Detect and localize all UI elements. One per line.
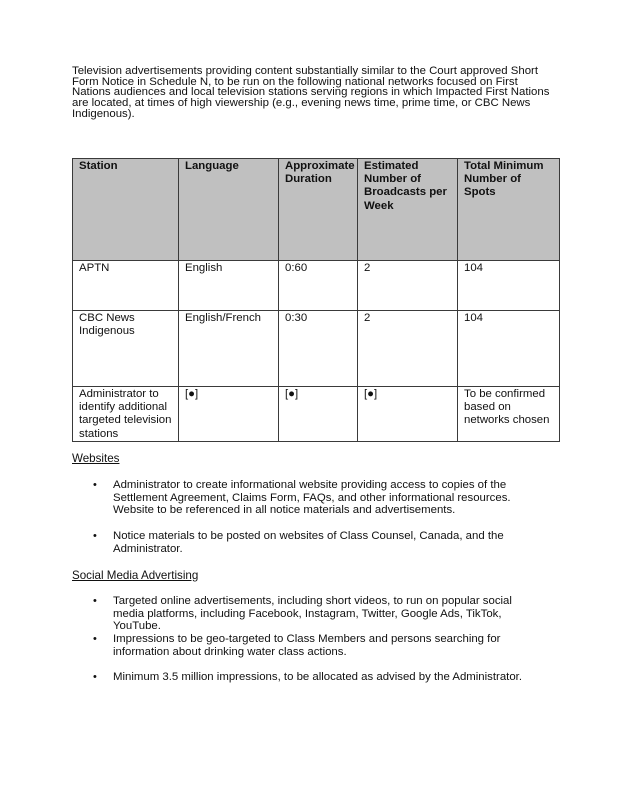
cell-duration: [●] — [279, 387, 358, 442]
bullet-icon: • — [93, 530, 97, 542]
list-item-text: Notice materials to be posted on websites of Class Counsel, Canada, and the Administrator. — [113, 530, 504, 555]
social-media-heading: Social Media Advertising — [72, 569, 199, 582]
cell-spots: 104 — [458, 261, 560, 311]
cell-language: English — [179, 261, 279, 311]
header-broadcasts-per-week: Estimated Number of Broadcasts per Week — [358, 159, 458, 261]
cell-language: [●] — [179, 387, 279, 442]
cell-spots: 104 — [458, 311, 560, 387]
bullet-icon: • — [93, 671, 97, 683]
websites-heading: Websites — [72, 452, 120, 465]
cell-language: English/French — [179, 311, 279, 387]
broadcast-table — [72, 158, 560, 442]
cell-station: APTN — [73, 261, 179, 311]
cell-duration: 0:60 — [279, 261, 358, 311]
header-duration: Approximate Duration — [279, 159, 358, 261]
list-item-text: Targeted online advertisements, including short videos, to run on popular social media platforms, including Facebook, Instagram, Twitter, Google Ads, TikTok, YouTube. — [113, 595, 512, 633]
header-station: Station — [73, 159, 179, 261]
table-row — [73, 261, 560, 311]
list-item — [93, 671, 533, 684]
list-item-text: Impressions to be geo-targeted to Class Members and persons searching for information about drinking water class actions. — [113, 633, 501, 658]
cell-broadcasts: 2 — [358, 311, 458, 387]
list-item — [93, 633, 533, 658]
cell-duration: 0:30 — [279, 311, 358, 387]
list-item — [93, 530, 533, 555]
table-row — [73, 311, 560, 387]
cell-station: Administrator to identify additional targeted television stations — [73, 387, 179, 442]
list-item-text: Minimum 3.5 million impressions, to be allocated as advised by the Administrator. — [113, 671, 522, 683]
cell-broadcasts: [●] — [358, 387, 458, 442]
list-item — [93, 479, 533, 517]
list-item-text: Administrator to create informational website providing access to copies of the Settlement Agreement, Claims Form, FAQs, and other informational resources. Website to be referenced in all notice materials and advertisements. — [113, 479, 511, 517]
cell-station: CBC News Indigenous — [73, 311, 179, 387]
cell-broadcasts: 2 — [358, 261, 458, 311]
table-header-row — [73, 159, 560, 261]
list-item — [93, 595, 533, 633]
intro-paragraph: Television advertisements providing content substantially similar to the Court approved Short Form Notice in Schedule N, to be run on the following national networks focused on First Nations audiences and local television stations serving regions in which Impacted First Nations are located, at times of high viewership (e.g., evening news time, prime time, or CBC News Indigenous). — [72, 65, 550, 120]
header-total-spots: Total Minimum Number of Spots — [458, 159, 560, 261]
table-row — [73, 387, 560, 442]
bullet-icon: • — [93, 633, 97, 645]
cell-spots: To be confirmed based on networks chosen — [458, 387, 560, 442]
header-language: Language — [179, 159, 279, 261]
bullet-icon: • — [93, 595, 97, 607]
bullet-icon: • — [93, 479, 97, 491]
